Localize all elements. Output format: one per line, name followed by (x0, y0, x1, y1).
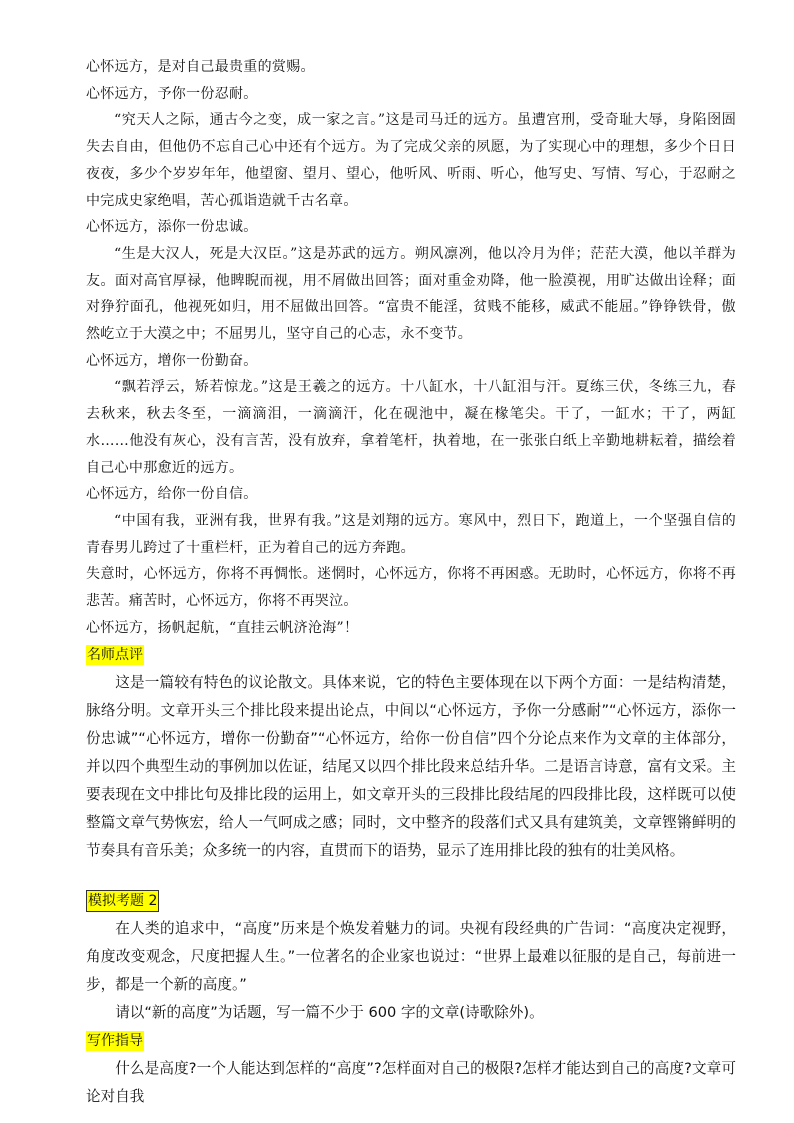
essay-paragraph: 心怀远方，予你一份忍耐。 (86, 85, 258, 102)
commentary-label: 名师点评 (87, 647, 143, 664)
essay-paragraph: 失意时，心怀远方，你将不再惆怅。迷惘时，心怀远方，你将不再困惑。无助时，心怀远方，你将不再悲苦。痛苦时，心怀远方，你将不再哭泣。 (86, 566, 736, 610)
writing-guidance (86, 1055, 736, 1111)
essay-paragraph: 心怀远方，添你一份忠诚。 (86, 219, 258, 236)
essay-paragraph: “究天人之际，通古今之变，成一家之言。”这是司马迁的远方。虽遭宫刑，受奇耻大辱，身陷囹圄失去自由，但他仍不忘自己心中还有个远方。为了完成父亲的夙愿，为了实现心中的理想，多少个日日夜夜，多少个岁岁年年，他望窗、望月、望心，他听风、听雨、听心，他写史、写情、写心，于忍耐之中完成史家绝唱，苦心孤诣造就千古名章。 (86, 112, 736, 209)
document-content (86, 54, 736, 1111)
essay-paragraph: 心怀远方，增你一份勤奋。 (86, 352, 258, 369)
commentary-text: 这是一篇较有特色的议论散文。具体来说，它的特色主要体现在以下两个方面：一是结构清楚，脉络分明。文章开头三个排比段来提出论点，中间以“心怀远方，予你一分感耐”“心怀远方，添你一份忠诚”“心怀远方，增你一份勤奋”“心怀远方，给你一份自信”四个分论点来作为文章的主体部分，并以四个典型生动的事例加以佐证，结尾又以四个排比段来总结升华。二是语言诗意，富有文采。主要表现在文中排比句及排比段的运用上，如文章开头的三段排比段结尾的四段排比段，这样既可以使整篇文章气势恢宏，给人一气呵成之感；同时，文中整齐的段落们式又具有建筑美，文章铿锵鲜明的节奏具有音乐美；众多统一的内容，直贯而下的语势，显示了连用排比段的独有的壮美风格。 (86, 674, 736, 860)
guidance-text: 什么是高度?一个人能达到怎样的“高度”?怎样面对自己的极限?怎样才能达到自己的高度?文章可论对自我 (86, 1060, 736, 1106)
essay-paragraph: “飘若浮云，矫若惊龙。”这是王羲之的远方。十八缸水，十八缸泪与汗。夏练三伏，冬练三九，春去秋来，秋去冬至，一滴滴泪，一滴滴汗，化在砚池中，凝在椽笔尖。干了，一缸水；干了，两缸水……他没有灰心，没有言苦，没有放弃，拿着笔杆，执着地，在一张张白纸上辛勤地耕耘着，描绘着自己心中那愈近的远方。 (86, 379, 736, 476)
essay-paragraph: 心怀远方，给你一份自信。 (86, 486, 258, 503)
essay-paragraph: 心怀远方，是对自己最贵重的赏赐。 (86, 59, 315, 75)
essay-paragraph: “生是大汉人，死是大汉臣。”这是苏武的远方。朔风凛冽，他以冷月为伴；茫茫大漠，他以羊群为友。面对高官厚禄，他睥睨而视，用不屑做出回答；面对重金劝降，他一脸漠视，用旷达做出诠释；面对狰狞面孔，他视死如归，用不屈做出回答。“富贵不能淫，贫贱不能移，威武不能屈。”铮铮铁骨，傲然屹立于大漠之中；不屈男儿，坚守自己的心志，永不变节。 (86, 245, 736, 343)
guidance-heading-row (86, 1027, 736, 1055)
commentary-heading-row (86, 641, 736, 669)
essay-paragraph: “中国有我，亚洲有我，世界有我。”这是刘翔的远方。寒风中，烈日下，跑道上，一个坚强自信的青春男儿跨过了十重栏杆，正为着自己的远方奔跑。 (86, 512, 736, 556)
question-label: 模拟考题 2 (86, 890, 159, 912)
section-spacer (86, 865, 736, 887)
question-heading-row (86, 887, 736, 915)
question-text: 在人类的追求中，“高度”历来是个焕发着魅力的词。央视有段经典的广告词：“高度决定视野，角度改变观念，尺度把握人生。”一位著名的企业家也说过：“世界上最难以征服的是自己，每前进一步，都是一个新的高度。” (86, 920, 736, 994)
question-instruction: 请以“新的高度”为话题，写一篇不少于 600 字的文章(诗歌除外)。 (115, 1004, 544, 1022)
guidance-label: 写作指导 (87, 1033, 143, 1050)
essay-paragraph: 心怀远方，扬帆起航，“直挂云帆济沧海”！ (86, 619, 359, 636)
sample-essay (86, 54, 736, 641)
mock-question (86, 915, 736, 1027)
teacher-commentary (86, 669, 736, 865)
